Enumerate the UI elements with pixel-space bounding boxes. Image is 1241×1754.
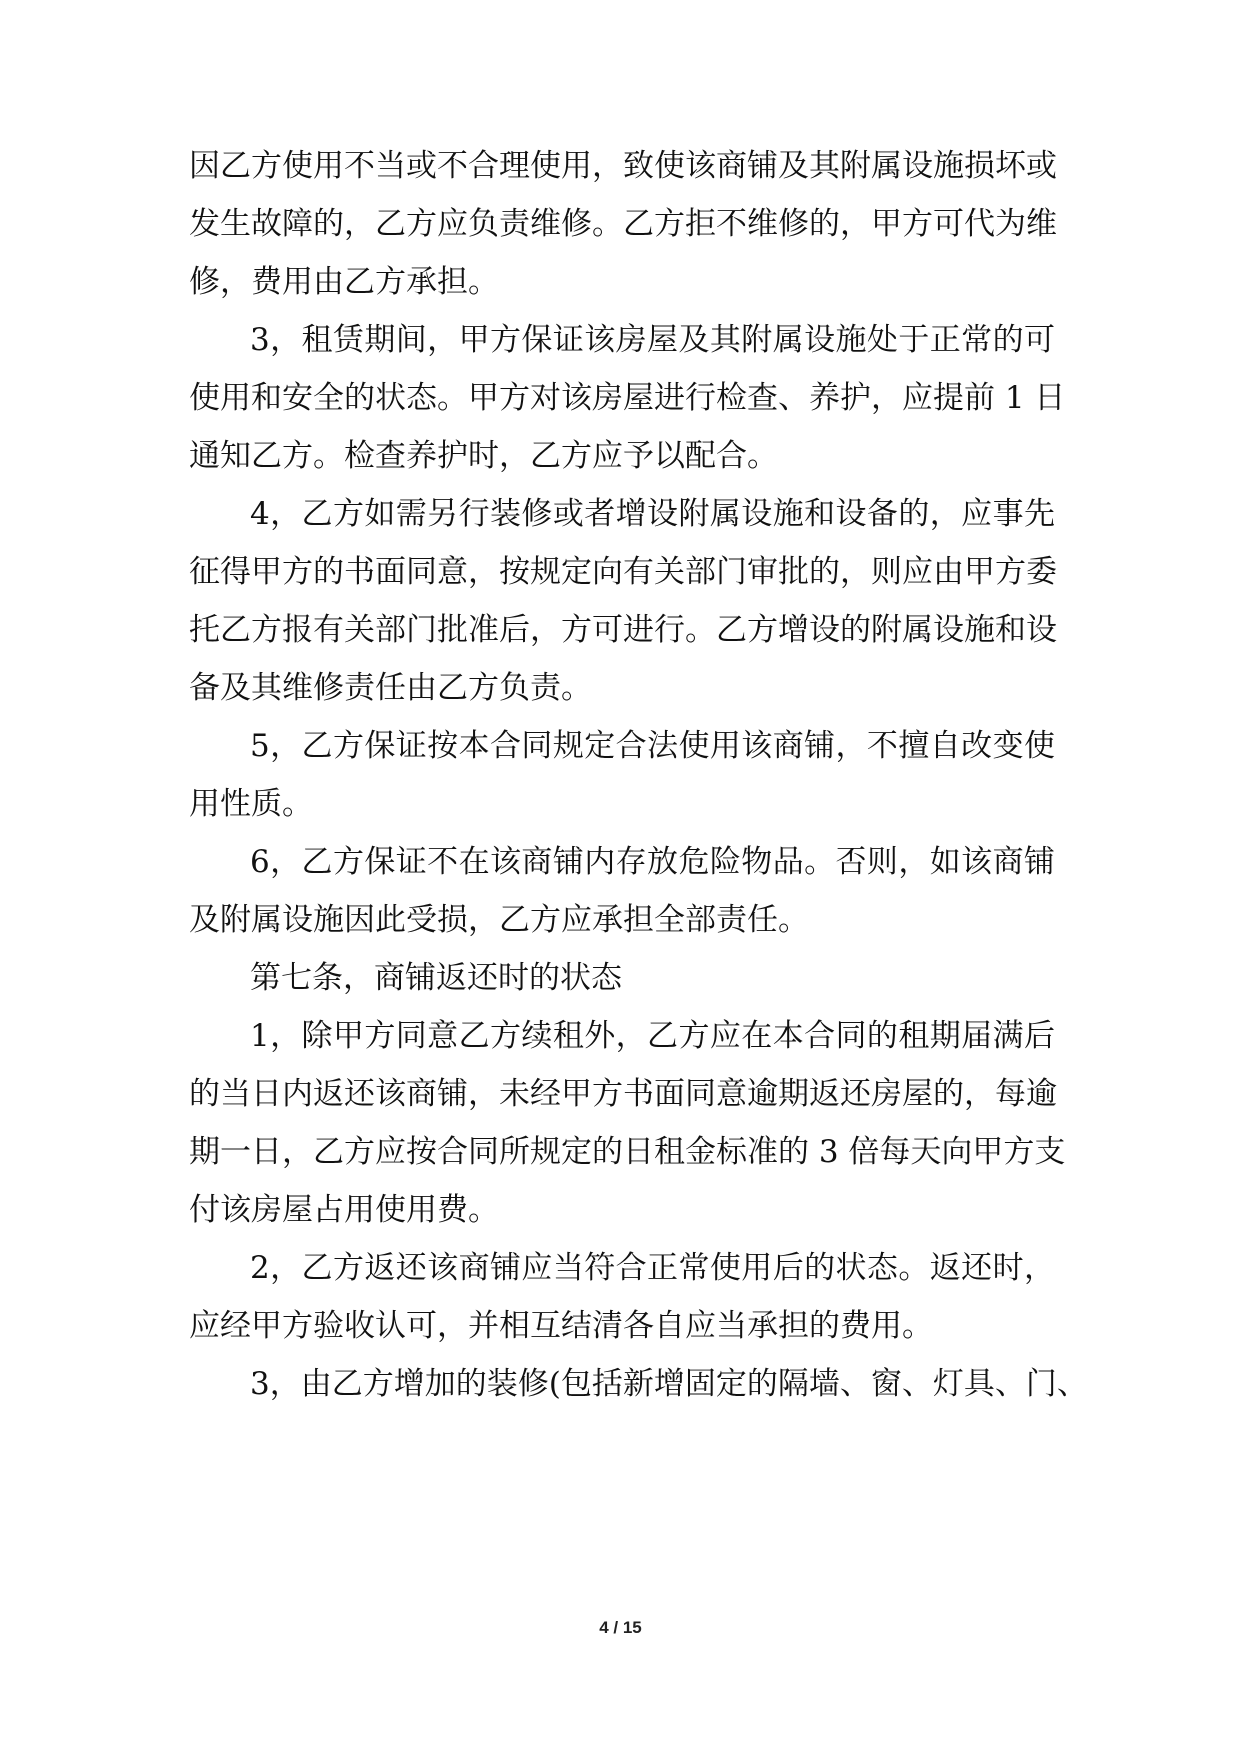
paragraph-line: 及附属设施因此受损，乙方应承担全部责任。 [189,902,809,938]
paragraph-line: 5，乙方保证按本合同规定合法使用该商铺，不擅自改变使 [250,728,1055,764]
paragraph-line: 付该房屋占用使用费。 [189,1192,499,1228]
paragraph-line: 用性质。 [189,786,313,822]
paragraph-line: 1，除甲方同意乙方续租外，乙方应在本合同的租期届满后 [250,1018,1055,1054]
paragraph-line: 备及其维修责任由乙方负责。 [189,670,592,706]
paragraph-line: 因乙方使用不当或不合理使用，致使该商铺及其附属设施损坏或 [189,148,1057,184]
paragraph-line: 2，乙方返还该商铺应当符合正常使用后的状态。返还时， [250,1250,1055,1286]
paragraph-line: 4，乙方如需另行装修或者增设附属设施和设备的，应事先 [250,496,1055,532]
paragraph-line: 应经甲方验收认可，并相互结清各自应当承担的费用。 [189,1308,933,1344]
paragraph-line: 6，乙方保证不在该商铺内存放危险物品。否则，如该商铺 [250,844,1055,880]
paragraph-line: 使用和安全的状态。甲方对该房屋进行检查、养护，应提前 1 日 [189,380,1066,416]
paragraph-line: 修，费用由乙方承担。 [189,264,499,300]
paragraph-line: 通知乙方。检查养护时，乙方应予以配合。 [189,438,778,474]
section-heading: 第七条，商铺返还时的状态 [250,960,622,996]
paragraph-line: 征得甲方的书面同意，按规定向有关部门审批的，则应由甲方委 [189,554,1057,590]
paragraph-line: 托乙方报有关部门批准后，方可进行。乙方增设的附属设施和设 [189,612,1057,648]
paragraph-line: 发生故障的，乙方应负责维修。乙方拒不维修的，甲方可代为维 [189,206,1057,242]
paragraph-line: 的当日内返还该商铺，未经甲方书面同意逾期返还房屋的，每逾 [189,1076,1057,1112]
paragraph-line: 3，租赁期间，甲方保证该房屋及其附属设施处于正常的可 [250,322,1055,358]
paragraph-line: 期一日，乙方应按合同所规定的日租金标准的 3 倍每天向甲方支 [189,1134,1066,1170]
paragraph-line: 3，由乙方增加的装修(包括新增固定的隔墙、窗、灯具、门、 [250,1366,1088,1402]
page-number: 4 / 15 [599,1618,642,1637]
